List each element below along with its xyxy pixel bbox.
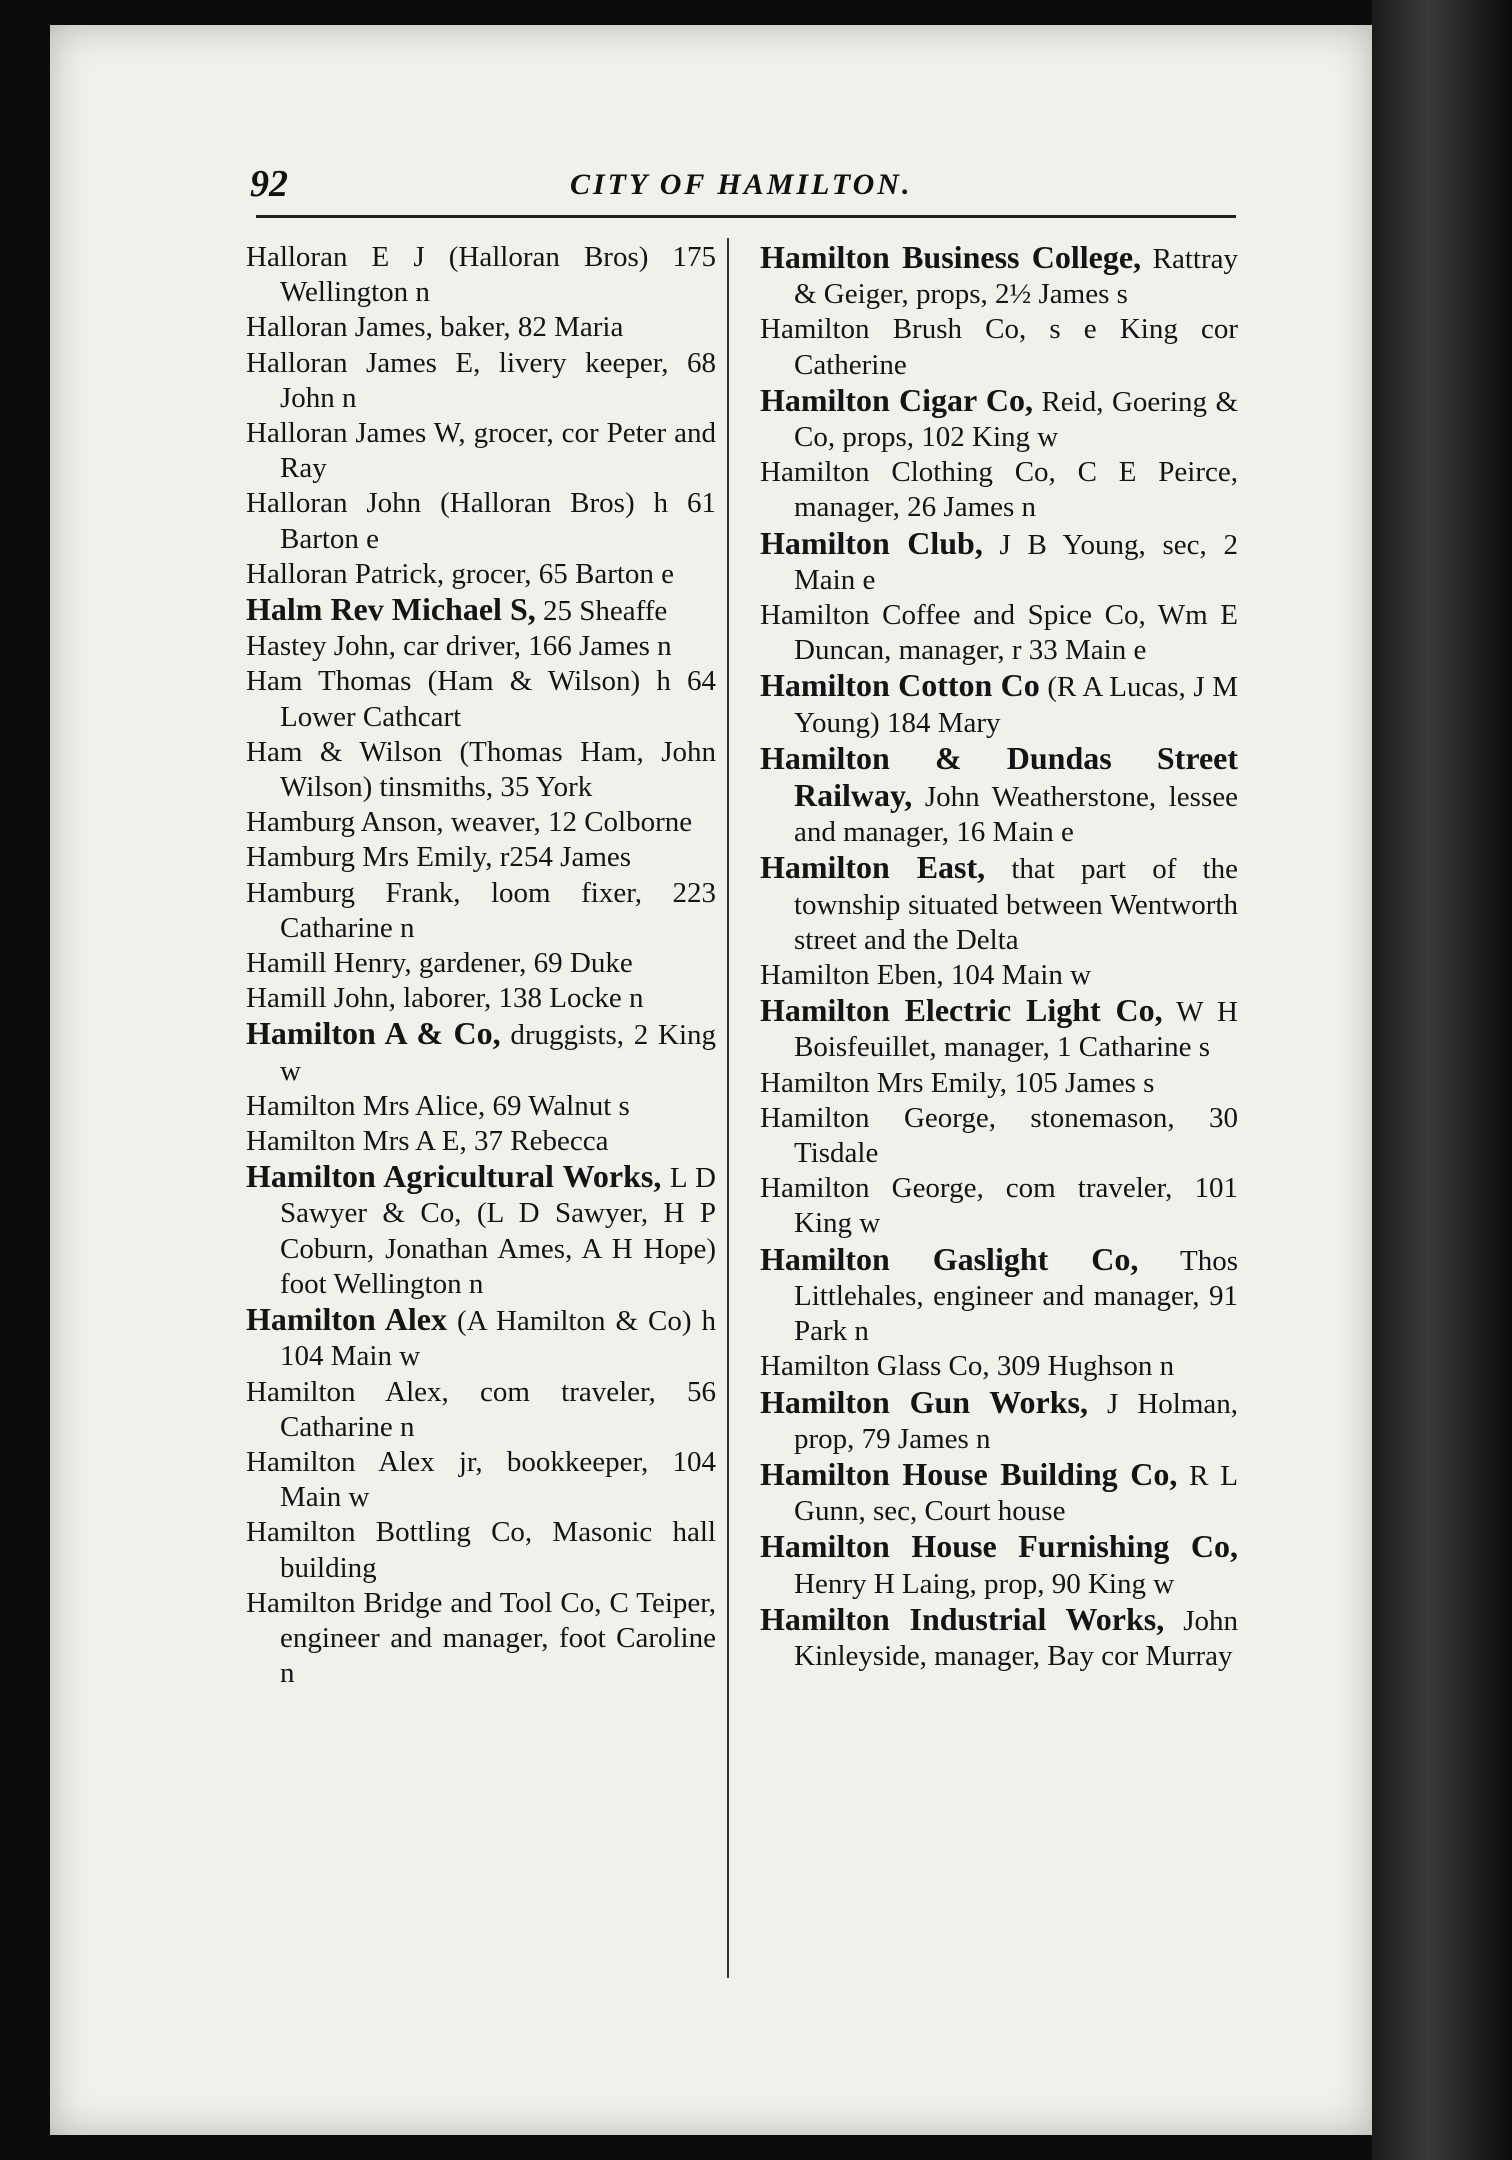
directory-entry (760, 741, 1238, 851)
entry-name: Hamilton Brush Co, (760, 313, 1027, 346)
entry-details: car driver, 166 James n (395, 630, 672, 663)
entry-details: 105 James s (1007, 1066, 1155, 1099)
entry-details: 309 Hughson n (989, 1350, 1175, 1383)
directory-entry (246, 1016, 716, 1088)
directory-entry (760, 1101, 1238, 1171)
entry-name: Halloran Patrick, (246, 557, 445, 590)
directory-entry (246, 805, 716, 840)
entry-name: Hamilton Bottling Co, (246, 1516, 533, 1549)
directory-entry (246, 592, 716, 629)
entry-details: (Halloran Bros) h 61 Barton e (280, 487, 716, 555)
directory-entry (246, 240, 716, 310)
entry-name: Hamilton Electric Light Co, (760, 992, 1163, 1029)
entry-details: that part of the township situated between Wentworth street and the Delta (794, 853, 1238, 956)
directory-entry (246, 1445, 716, 1515)
entry-name: Hamilton George, (760, 1101, 997, 1134)
directory-entry (246, 1089, 716, 1124)
entry-name: Hamilton George, (760, 1172, 984, 1205)
entry-name: Hamilton & Dundas Street Railway, (760, 739, 1238, 814)
directory-entry (760, 312, 1238, 382)
entry-name: Hamilton Mrs Alice, (246, 1089, 486, 1122)
entry-name: Halm Rev Michael S, (246, 591, 536, 628)
entry-name: Hamilton Gaslight Co, (760, 1240, 1139, 1277)
entry-name: Hamilton Glass Co, (760, 1350, 990, 1383)
directory-entry (246, 416, 716, 486)
directory-entry (760, 958, 1238, 993)
entry-name: Hamilton House Furnishing Co, (760, 1528, 1238, 1565)
entry-details: livery keeper, 68 John n (280, 346, 716, 414)
right-column (760, 240, 1238, 1674)
entry-name: Hamilton Mrs Emily, (760, 1066, 1008, 1099)
directory-entry (246, 1375, 716, 1445)
entry-name: Hamburg Frank, (246, 876, 461, 909)
entry-name: Hamill John, (246, 982, 396, 1015)
entry-name: Halloran James, (246, 311, 433, 344)
entry-details: r254 James (492, 841, 632, 874)
entry-details: gardener, 69 Duke (411, 947, 633, 980)
entry-name: Hamburg Mrs Emily, (246, 841, 493, 874)
header-rule (256, 215, 1236, 218)
entry-name: Hamilton Bridge and Tool Co, (246, 1586, 602, 1619)
entry-name: Hamilton Industrial Works, (760, 1600, 1165, 1637)
entry-details: Masonic hall building (280, 1516, 716, 1584)
directory-entry (760, 668, 1238, 740)
entry-name: Hamburg Anson, (246, 806, 444, 839)
entry-name: Hamilton Clothing Co, (760, 456, 1056, 489)
directory-entry (246, 1124, 716, 1159)
entry-details: R L Gunn, sec, Court house (794, 1459, 1239, 1528)
directory-entry (760, 1602, 1238, 1674)
entry-details: (A Hamilton & Co) h 104 Main w (280, 1305, 717, 1373)
entry-details: C E Peirce, manager, 26 James n (794, 456, 1238, 524)
entry-details: loom fixer, 223 Catharine n (280, 876, 716, 944)
running-head: CITY OF HAMILTON. (570, 168, 913, 201)
entry-name: Halloran John (246, 487, 422, 520)
directory-entry (760, 383, 1238, 455)
directory-entry (246, 1159, 716, 1302)
entry-name: Hamilton East, (760, 849, 986, 886)
entry-name: Hamilton Club, (760, 524, 983, 561)
directory-entry (246, 840, 716, 875)
entry-details: 69 Walnut s (485, 1089, 630, 1122)
entry-name: Hamilton A & Co, (246, 1015, 501, 1052)
directory-entry (760, 455, 1238, 525)
entry-details: John Weatherstone, lessee and manager, 16 Main e (794, 781, 1238, 849)
entry-name: Halloran James E, (246, 346, 481, 379)
entry-name: Ham Thomas (246, 665, 412, 698)
entry-details: L D Sawyer & Co, (L D Sawyer, H P Coburn, Jonathan Ames, A H Hope) foot Wellington n (280, 1162, 716, 1300)
directory-entry (760, 1457, 1238, 1529)
entry-details: C Teiper, engineer and manager, foot Caroline n (280, 1586, 716, 1690)
directory-entry (246, 981, 716, 1016)
directory-entry (246, 1515, 716, 1585)
entry-name: Hamilton Gun Works, (760, 1383, 1088, 1420)
directory-entry (246, 946, 716, 981)
entry-name: Hamilton Mrs A E, (246, 1125, 467, 1158)
directory-entry (246, 1302, 716, 1374)
entry-details: s e King cor Catherine (794, 313, 1238, 381)
entry-details: weaver, 12 Colborne (443, 806, 693, 839)
entry-name: Ham & Wilson (246, 735, 443, 768)
directory-entry (246, 346, 716, 416)
entry-name: Halloran E J (246, 241, 425, 273)
directory-entry (760, 526, 1238, 598)
entry-details: (Thomas Ham, John Wilson) tinsmiths, 35 York (280, 735, 716, 804)
entry-details: J Holman, prop, 79 James n (794, 1387, 1238, 1455)
column-divider (727, 238, 729, 1978)
entry-details: 25 Sheaffe (535, 595, 668, 628)
entry-details: 104 Main w (943, 959, 1092, 992)
directory-entry (246, 557, 716, 592)
directory-entry (760, 850, 1238, 958)
directory-entry (246, 735, 716, 805)
entry-details: J B Young, sec, 2 Main e (794, 528, 1239, 596)
entry-details: Rattray & Geiger, props, 2½ James s (794, 243, 1239, 311)
entry-name: Hamilton Cotton Co (760, 667, 1040, 704)
entry-details: Wm E Duncan, manager, r 33 Main e (794, 599, 1238, 667)
entry-details: grocer, cor Peter and Ray (280, 417, 717, 485)
entry-details: John Kinleyside, manager, Bay cor Murray (794, 1604, 1238, 1672)
directory-entry (760, 598, 1238, 668)
entry-name: Hamilton Agricultural Works, (246, 1158, 662, 1195)
entry-details: druggists, 2 King w (280, 1019, 716, 1087)
directory-entry (760, 1529, 1238, 1601)
entry-details: bookkeeper, 104 Main w (280, 1445, 716, 1514)
entry-name: Hamilton Alex (246, 1301, 447, 1338)
directory-entry (246, 876, 716, 946)
entry-name: Hamilton Coffee and Spice Co, (760, 599, 1146, 632)
entry-name: Hamilton Alex jr, (246, 1445, 483, 1478)
directory-entry (760, 993, 1238, 1065)
entry-details: (R A Lucas, J M Young) 184 Mary (794, 671, 1239, 739)
entry-details: grocer, 65 Barton e (444, 557, 675, 590)
entry-details: (Ham & Wilson) h 64 Lower Cathcart (280, 665, 716, 733)
entry-details: Reid, Goering & Co, props, 102 King w (794, 385, 1239, 454)
entry-name: Hamilton Eben, (760, 959, 944, 992)
entry-details: baker, 82 Maria (432, 311, 624, 344)
entry-details: Henry H Laing, prop, 90 King w (794, 1567, 1175, 1600)
page-header (250, 162, 1230, 212)
directory-entry (760, 1242, 1238, 1350)
page-edge-shadow (1372, 0, 1512, 2160)
directory-entry (760, 1066, 1238, 1101)
directory-entry (246, 310, 716, 345)
directory-entry (246, 486, 716, 556)
entry-details: com traveler, 56 Catharine n (280, 1375, 716, 1443)
entry-name: Hamilton Alex, (246, 1375, 449, 1408)
directory-entry (760, 1171, 1238, 1241)
directory-entry (246, 1586, 716, 1692)
left-column (246, 240, 716, 1691)
entry-details: (Halloran Bros) 175 Wellington n (280, 241, 716, 309)
entry-name: Hamilton House Building Co, (760, 1455, 1178, 1492)
entry-name: Hastey John, (246, 630, 396, 663)
directory-entry (760, 240, 1238, 312)
entry-name: Halloran James W, (246, 417, 466, 450)
directory-entry (760, 1349, 1238, 1384)
entry-name: Hamilton Cigar Co, (760, 381, 1033, 418)
directory-entry (246, 664, 716, 734)
entry-details: stonemason, 30 Tisdale (794, 1101, 1238, 1170)
directory-entry (246, 629, 716, 664)
entry-details: com traveler, 101 King w (794, 1172, 1238, 1240)
entry-details: laborer, 138 Locke n (395, 982, 644, 1015)
entry-name: Hamilton Business College, (760, 239, 1142, 275)
entry-details: Thos Littlehales, engineer and manager, 91 Park n (794, 1244, 1239, 1348)
entry-details: W H Boisfeuillet, manager, 1 Catharine s (794, 996, 1238, 1064)
entry-name: Hamill Henry, (246, 947, 412, 980)
entry-details: 37 Rebecca (466, 1125, 609, 1158)
directory-entry (760, 1385, 1238, 1457)
page-number: 92 (250, 163, 288, 205)
